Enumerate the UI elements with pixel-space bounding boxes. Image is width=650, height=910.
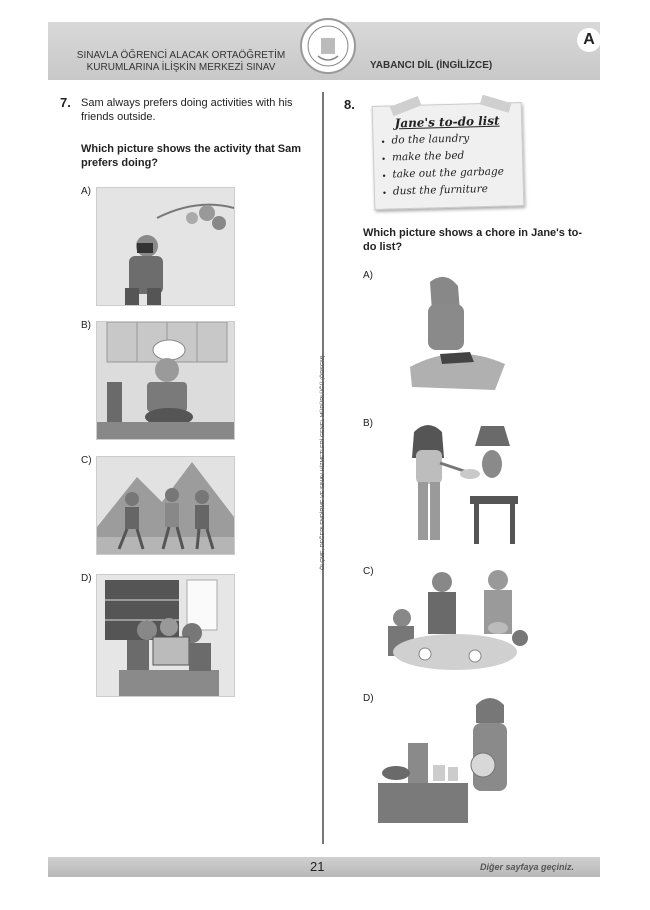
q8-option-d-label[interactable]: D): [363, 693, 374, 704]
q8-option-a-label[interactable]: A): [363, 270, 373, 281]
q7-option-b-image[interactable]: [96, 321, 235, 440]
todo-item: dust the furniture: [392, 182, 489, 198]
q8-option-c-image[interactable]: [380, 566, 530, 678]
exam-name-line1: SINAVLA ÖĞRENCİ ALACAK ORTAÖĞRETİM: [76, 50, 286, 61]
q8-number: 8.: [344, 97, 355, 112]
kids-at-computer-illustration: [97, 575, 234, 696]
q8-option-b-label[interactable]: B): [363, 418, 373, 429]
q7-number: 7.: [60, 95, 71, 110]
exam-name: [66, 50, 296, 74]
todo-list-title: Jane's to-do list: [394, 113, 500, 131]
q8-question: Which picture shows a chore in Jane's to-do list?: [363, 227, 582, 253]
family-dinner-illustration: [380, 566, 530, 678]
todo-list-note: [372, 102, 525, 210]
subject-title: YABANCI DİL (İNGİLİZCE): [370, 60, 493, 71]
q7-option-c-image[interactable]: [96, 456, 235, 555]
todo-item: take out the garbage: [392, 165, 505, 181]
sidebar-organization-text: ÖLÇME, DEĞERLENDİRME VE SINAV HİZMETLERİ GENEL MÜDÜRLÜĞÜ (ÖDSGM): [320, 355, 326, 570]
bullet-icon: •: [382, 187, 387, 198]
q7-text: Sam always prefers doing activities with his friends outside.: [81, 97, 293, 123]
q8-option-c-label[interactable]: C): [363, 566, 374, 577]
q7-option-d-image[interactable]: [96, 574, 235, 697]
photographer-illustration: [97, 188, 234, 305]
girl-with-dishes-illustration: [378, 693, 523, 823]
page-number: 21: [310, 859, 325, 874]
todo-item: do the laundry: [391, 132, 470, 147]
ministry-logo: [300, 18, 356, 74]
bullet-icon: •: [382, 170, 386, 181]
q7-option-a-image[interactable]: [96, 187, 235, 306]
tape-left: [390, 96, 422, 116]
hiking-friends-illustration: [97, 457, 234, 554]
q8-option-a-image[interactable]: [400, 272, 510, 394]
q8-option-b-image[interactable]: [400, 418, 522, 546]
exam-name-line2: KURUMLARINA İLİŞKİN MERKEZİ SINAV: [86, 62, 276, 73]
booklet-type-badge: A: [577, 28, 601, 52]
bullet-icon: •: [381, 153, 386, 164]
q8-option-d-image[interactable]: [378, 693, 523, 823]
q7-question: Which picture shows the activity that Sam prefers doing?: [81, 143, 302, 169]
q7-option-b-label[interactable]: B): [81, 320, 91, 331]
woman-dusting-lamp-illustration: [400, 418, 522, 546]
chef-cooking-illustration: [97, 322, 234, 439]
tape-right: [480, 95, 512, 113]
next-page-note: Diğer sayfaya geçiniz.: [480, 862, 575, 872]
todo-item: make the bed: [391, 149, 465, 164]
bullet-icon: •: [381, 136, 385, 147]
q7-option-a-label[interactable]: A): [81, 186, 91, 197]
woman-ironing-illustration: [400, 272, 510, 394]
q7-option-d-label[interactable]: D): [81, 573, 92, 584]
q7-option-c-label[interactable]: C): [81, 455, 92, 466]
